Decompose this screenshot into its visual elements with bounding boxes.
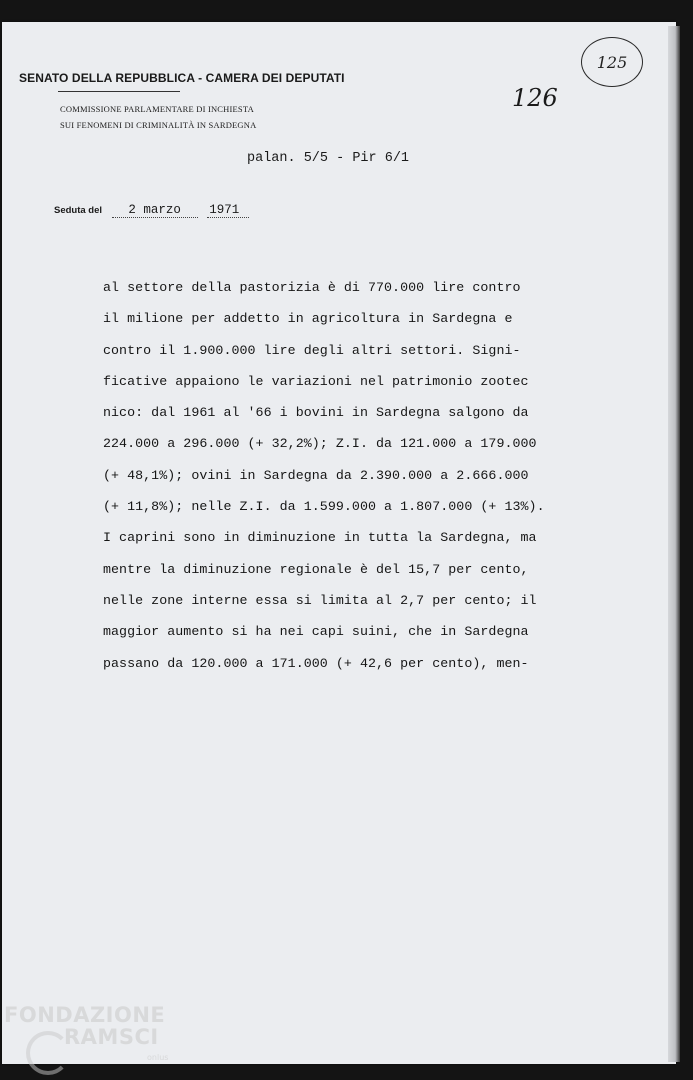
body-line: 224.000 a 296.000 (+ 32,2%); Z.I. da 121.000 a 179.000 bbox=[103, 436, 537, 452]
fondazione-gramsci-watermark bbox=[4, 1003, 169, 1062]
watermark-onlus: onlus bbox=[147, 1053, 169, 1062]
document-reference: palan. 5/5 - Pir 6/1 bbox=[247, 151, 410, 166]
watermark-line-1: FONDAZIONE bbox=[4, 1003, 166, 1027]
header-title: SENATO DELLA REPUBBLICA - CAMERA DEI DEPUTATI bbox=[19, 71, 345, 85]
body-line: maggior aumento si ha nei capi suini, che in Sardegna bbox=[103, 624, 529, 640]
body-line: il milione per addetto in agricoltura in Sardegna e bbox=[103, 311, 513, 327]
body-text bbox=[103, 272, 545, 679]
page-edge bbox=[668, 26, 680, 1062]
body-line: I caprini sono in diminuzione in tutta la Sardegna, ma bbox=[103, 530, 537, 546]
session-year: 1971 bbox=[207, 203, 249, 218]
body-line: ficative appaiono le variazioni nel patrimonio zootec bbox=[103, 373, 529, 389]
session-label: Seduta del bbox=[54, 205, 103, 216]
page-number-stamp: 125 bbox=[581, 37, 643, 87]
watermark-g-logo bbox=[26, 1031, 70, 1075]
watermark-line-2: RAMSCI bbox=[64, 1025, 159, 1049]
body-line: nico: dal 1961 al '66 i bovini in Sardegna salgono da bbox=[103, 405, 529, 421]
header-divider bbox=[58, 91, 180, 92]
body-line: (+ 48,1%); ovini in Sardegna da 2.390.000 a 2.666.000 bbox=[103, 467, 529, 483]
handwritten-page-number: 126 bbox=[512, 84, 558, 112]
body-line: mentre la diminuzione regionale è del 15,7 per cento, bbox=[103, 561, 529, 577]
commission-line-1: COMMISSIONE PARLAMENTARE DI INCHIESTA bbox=[60, 104, 254, 114]
body-line: al settore della pastorizia è di 770.000 lire contro bbox=[103, 280, 521, 295]
commission-line-2: SUI FENOMENI DI CRIMINALITÀ IN SARDEGNA bbox=[60, 120, 257, 130]
body-line: (+ 11,8%); nelle Z.I. da 1.599.000 a 1.807.000 (+ 13%). bbox=[103, 499, 545, 515]
session-date bbox=[54, 200, 249, 218]
body-line: nelle zone interne essa si limita al 2,7 per cento; il bbox=[103, 592, 537, 608]
commission-name bbox=[60, 101, 256, 133]
body-line: contro il 1.900.000 lire degli altri settori. Signi- bbox=[103, 342, 521, 358]
body-line: passano da 120.000 a 171.000 (+ 42,6 per cento), men- bbox=[103, 655, 529, 671]
session-day: 2 marzo bbox=[112, 203, 198, 218]
